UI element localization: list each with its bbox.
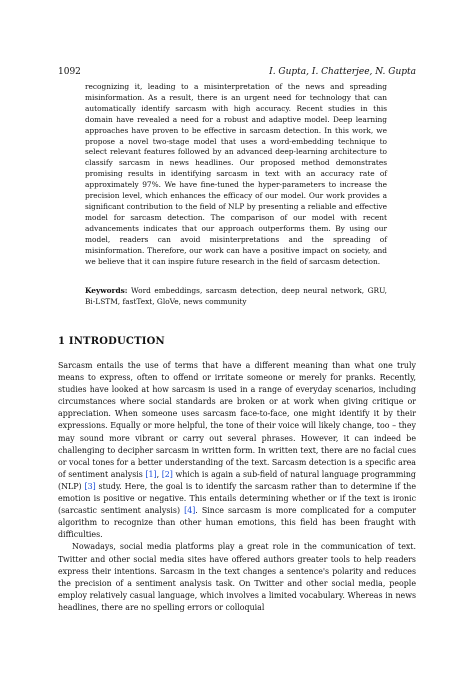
intro-p1-part-d: . Since sarcasm is more complicated for a computer algorithm to recognize than other human emotions, this field has been fraught with difficulties.: [58, 506, 416, 540]
citation-4-link[interactable]: [4]: [184, 506, 196, 516]
citation-1-link[interactable]: [1]: [145, 469, 157, 479]
running-header: [58, 67, 416, 81]
keywords-block: [85, 286, 387, 308]
intro-p1-part-c: study. Here, the goal is to identify the sarcasm rather than to determine if the emotion is positive or negative. This entails determining whether or if the text is ironic (sarcastic sentiment analysis): [58, 481, 416, 516]
section-heading: 1 INTRODUCTION: [58, 336, 165, 347]
citation-3-link[interactable]: [3]: [84, 481, 96, 491]
keywords-label: Keywords:: [85, 286, 128, 295]
keywords-list: Word embeddings, sarcasm detection, deep neural network, GRU, Bi-LSTM, fastText, GloVe, news community: [85, 286, 387, 306]
intro-p1-part-a: Sarcasm entails the use of terms that have a different meaning than what one truly means to express, often to offend or irritate someone or merely for pranks. Recently, studies have looked at how sarcasm is used in a range of everyday scenarios, including circumstances where social standards are broken or at work when giving critique or appreciation. When someone uses sarcasm face-to-face, one might identify it by their expressions. Equally or more helpful, the tone of their voice will likely change, too – they may sound more vibrant or carry out several phrases. However, it can indeed be challenging to decipher sarcasm in written form. In written text, there are no facial cues or vocal tones for a better understanding of the text. Sarcasm detection is a specific area of sentiment analysis: [58, 361, 416, 479]
page-number: 1092: [58, 67, 81, 77]
running-authors: I. Gupta, I. Chatterjee, N. Gupta: [269, 67, 416, 77]
citation-separator: ,: [156, 469, 162, 479]
introduction-body: [58, 360, 416, 614]
intro-paragraph-1: [58, 360, 416, 541]
abstract-text: recognizing it, leading to a misinterpretation of the news and spreading misinformation. As a result, there is an urgent need for technology that can automatically identify sarcasm with high accuracy. Recent studies in this domain have revealed a need for a robust and adaptive model. Deep learning approaches have proven to be effective in sarcasm detection. In this work, we propose a novel two-stage model that uses a word-embedding technique to select relevant features followed by an advanced deep-learning architecture to classify sarcasm in news headlines. Our proposed method demonstrates promising results in identifying sarcasm in text with an accuracy rate of approximately 97%. We have fine-tuned the hyper-parameters to increase the precision level, which enhances the efficacy of our model. Our work provides a significant contribution to the field of NLP by presenting a reliable and effective model for sarcasm detection. The comparison of our model with recent advancements indicates that our approach outperforms them. By using our model, readers can avoid misinterpretations and the spreading of misinformation. Therefore, our work can have a positive impact on society, and we believe that it can inspire future research in the field of sarcasm detection.: [85, 82, 387, 266]
intro-paragraph-2: Nowadays, social media platforms play a great role in the communication of text. Twitter and other social media sites have offered authors greater tools to help readers express their intentions. Sarcasm in the text changes a sentence's polarity and reduces the precision of a sentiment analysis task. On Twitter and other social media, people employ relatively casual language, which involves a limited vocabulary. Whereas in news headlines, there are no spelling errors or colloquial: [58, 542, 416, 612]
citation-2-link[interactable]: [2]: [161, 469, 173, 479]
intro-p1-part-b: which is again a sub-field of natural language programming (NLP): [58, 469, 416, 491]
